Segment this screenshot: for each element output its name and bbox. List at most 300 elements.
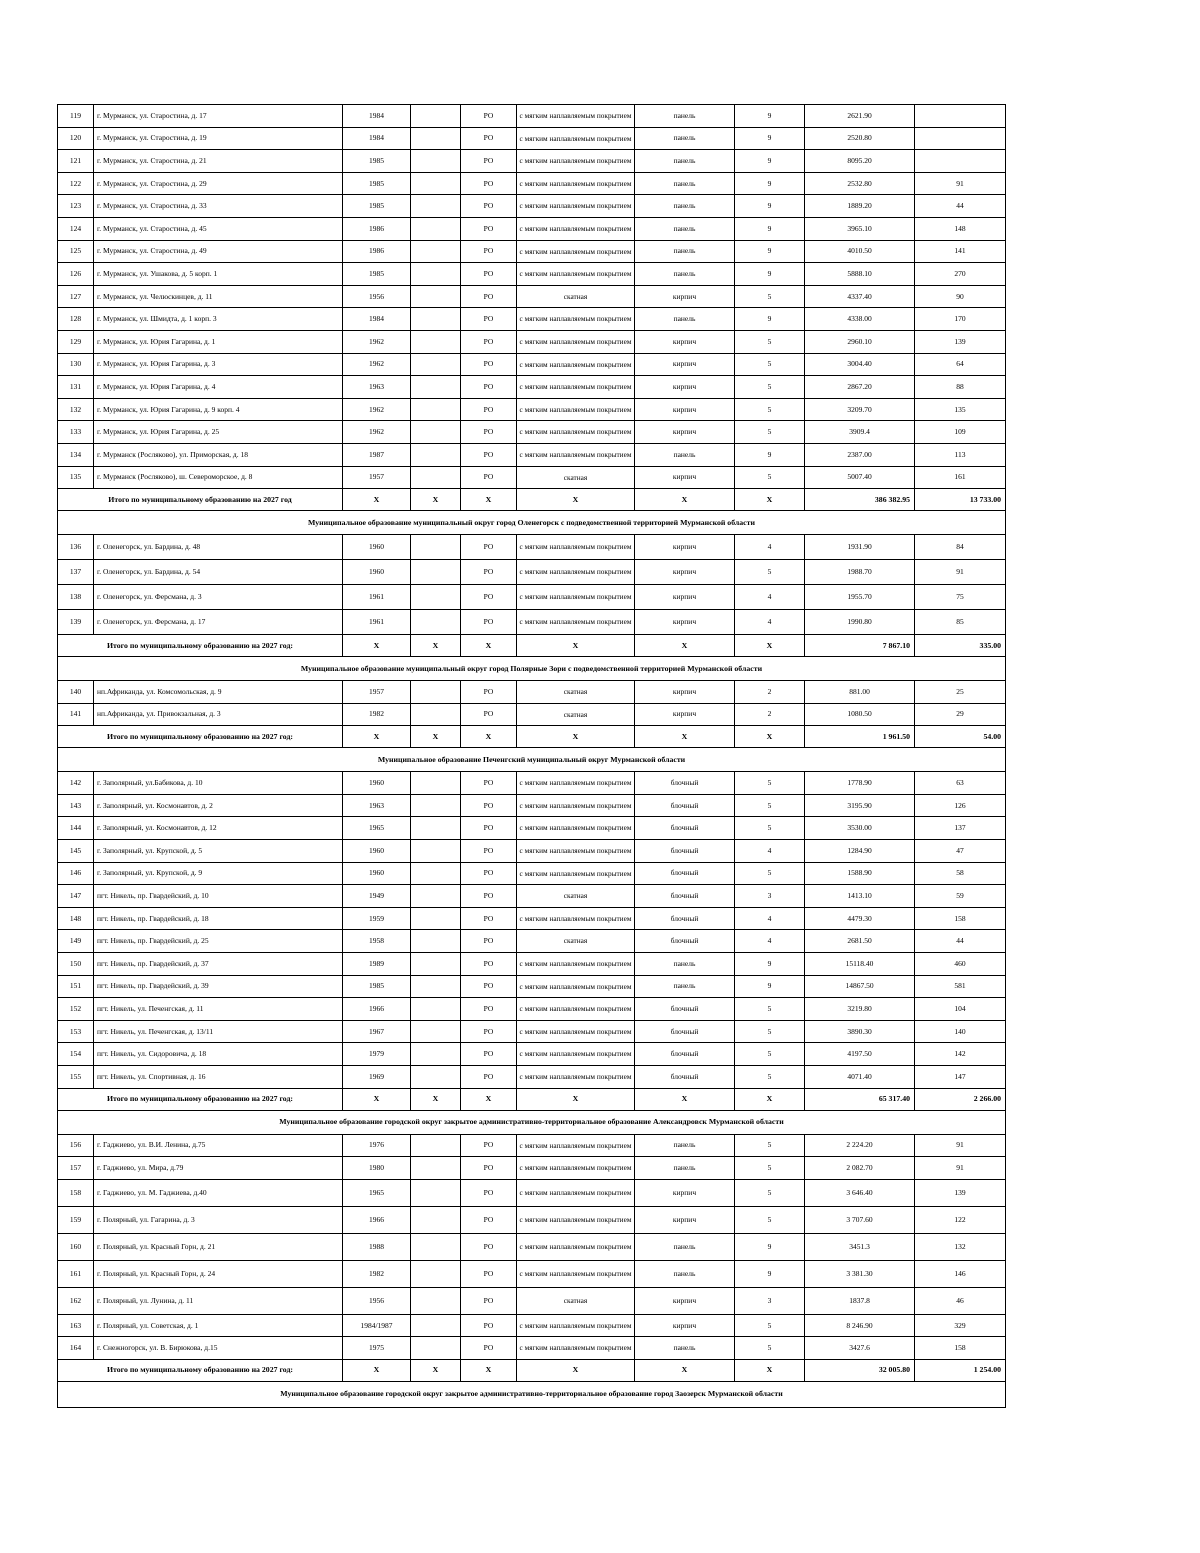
table-row [58,217,1006,240]
year-cell: 1987 [343,443,411,466]
residents-cell: 85 [915,610,1006,635]
address-cell: пгт. Никель, пр. Гвардейский, д. 37 [94,953,343,976]
section-heading: Муниципальное образование городской округ закрытое административно-территориальное образование город Заозерск Мурманской области [58,1381,1006,1407]
wall-material-cell: панель [635,1233,735,1260]
area-cell: 3890.30 [805,1020,915,1043]
area-cell: 2681.50 [805,930,915,953]
table-row [58,376,1006,399]
residents-cell: 113 [915,443,1006,466]
address-cell: г. Мурманск, ул. Старостина, д. 17 [94,105,343,128]
year-cell: 1989 [343,953,411,976]
total-x-mark: Х [461,726,517,748]
total-x-mark: Х [517,1359,635,1381]
table-row [58,1134,1006,1157]
row-number: 131 [58,376,94,399]
empty-cell [411,560,461,585]
total-x-mark: Х [343,1088,411,1110]
residents-cell: 141 [915,240,1006,263]
table-row [58,953,1006,976]
address-cell: нп.Африканда, ул. Комсомольская, д. 9 [94,681,343,704]
empty-cell [411,285,461,308]
table-row [58,398,1006,421]
residents-cell: 142 [915,1043,1006,1066]
residents-cell: 139 [915,1179,1006,1206]
table-row [58,285,1006,308]
wall-material-cell: панель [635,443,735,466]
empty-cell [411,172,461,195]
year-cell: 1960 [343,840,411,863]
area-cell: 8095.20 [805,150,915,173]
floors-cell: 5 [735,1314,805,1337]
program-cell: РО [461,1020,517,1043]
program-cell: РО [461,308,517,331]
residents-cell: 44 [915,930,1006,953]
area-cell: 3219.80 [805,998,915,1021]
year-cell: 1985 [343,263,411,286]
wall-material-cell: панель [635,240,735,263]
residents-cell: 29 [915,703,1006,726]
program-cell: РО [461,975,517,998]
empty-cell [411,998,461,1021]
empty-cell [411,772,461,795]
address-cell: г. Полярный, ул. Красный Горн, д. 24 [94,1260,343,1287]
residents-cell: 135 [915,398,1006,421]
table-row [58,1233,1006,1260]
wall-material-cell: блочный [635,1043,735,1066]
roof-type-cell: скатная [517,930,635,953]
wall-material-cell: панель [635,150,735,173]
floors-cell: 9 [735,1260,805,1287]
wall-material-cell: кирпич [635,1206,735,1233]
floors-cell: 5 [735,1043,805,1066]
residents-cell: 329 [915,1314,1006,1337]
residents-cell: 104 [915,998,1006,1021]
row-number: 128 [58,308,94,331]
table-row [58,930,1006,953]
wall-material-cell: кирпич [635,466,735,489]
wall-material-cell: кирпич [635,353,735,376]
empty-cell [411,1157,461,1180]
row-number: 132 [58,398,94,421]
row-number: 152 [58,998,94,1021]
total-x-mark: Х [411,635,461,657]
total-label: Итого по муниципальному образованию на 2027 год: [58,1088,343,1110]
program-cell: РО [461,953,517,976]
row-number: 138 [58,585,94,610]
empty-cell [411,308,461,331]
table-row [58,263,1006,286]
roof-type-cell: с мягким наплавляемым покрытием [517,1337,635,1360]
wall-material-cell: панель [635,1134,735,1157]
wall-material-cell: блочный [635,907,735,930]
wall-material-cell: панель [635,308,735,331]
floors-cell: 4 [735,907,805,930]
section-heading-row [58,748,1006,772]
wall-material-cell: кирпич [635,330,735,353]
roof-type-cell: с мягким наплавляемым покрытием [517,1206,635,1233]
floors-cell: 5 [735,862,805,885]
total-x-mark: Х [517,726,635,748]
program-cell: РО [461,817,517,840]
total-x-mark: Х [411,1359,461,1381]
address-cell: г. Мурманск, ул. Старостина, д. 33 [94,195,343,218]
residents-cell [915,105,1006,128]
empty-cell [411,195,461,218]
address-cell: г. Полярный, ул. Гагарина, д. 3 [94,1206,343,1233]
address-cell: г. Полярный, ул. Советская, д. 1 [94,1314,343,1337]
program-cell: РО [461,703,517,726]
residents-cell: 170 [915,308,1006,331]
area-cell: 2867.20 [805,376,915,399]
program-cell: РО [461,772,517,795]
residents-cell: 270 [915,263,1006,286]
row-number: 164 [58,1337,94,1360]
wall-material-cell: блочный [635,885,735,908]
total-label: Итого по муниципальному образованию на 2027 год: [58,726,343,748]
year-cell: 1962 [343,353,411,376]
year-cell: 1988 [343,1233,411,1260]
total-x-mark: Х [735,489,805,511]
area-cell: 1778.90 [805,772,915,795]
wall-material-cell: блочный [635,840,735,863]
empty-cell [411,1134,461,1157]
address-cell: г. Гаджиево, ул. М. Гаджиева, д.40 [94,1179,343,1206]
roof-type-cell: с мягким наплавляемым покрытием [517,398,635,421]
address-cell: г. Мурманск, ул. Юрия Гагарина, д. 25 [94,421,343,444]
row-number: 139 [58,610,94,635]
roof-type-cell: с мягким наплавляемым покрытием [517,1233,635,1260]
empty-cell [411,127,461,150]
residents-cell: 148 [915,217,1006,240]
roof-type-cell: скатная [517,885,635,908]
area-cell: 881.00 [805,681,915,704]
roof-type-cell: с мягким наплавляемым покрытием [517,1066,635,1089]
area-cell: 4197.50 [805,1043,915,1066]
wall-material-cell: блочный [635,1066,735,1089]
year-cell: 1984 [343,308,411,331]
floors-cell: 4 [735,535,805,560]
area-cell: 3530.00 [805,817,915,840]
year-cell: 1984/1987 [343,1314,411,1337]
floors-cell: 5 [735,1206,805,1233]
table-row [58,1206,1006,1233]
wall-material-cell: панель [635,217,735,240]
total-x-mark: Х [635,1088,735,1110]
floors-cell: 9 [735,217,805,240]
wall-material-cell: кирпич [635,1179,735,1206]
table-row [58,353,1006,376]
roof-type-cell: скатная [517,1287,635,1314]
wall-material-cell: панель [635,263,735,286]
wall-material-cell: панель [635,127,735,150]
empty-cell [411,610,461,635]
row-number: 141 [58,703,94,726]
total-x-mark: Х [411,489,461,511]
program-cell: РО [461,885,517,908]
row-number: 146 [58,862,94,885]
table-row [58,240,1006,263]
total-x-mark: Х [735,726,805,748]
row-number: 147 [58,885,94,908]
address-cell: пгт. Никель, ул. Печенгская, д. 11 [94,998,343,1021]
roof-type-cell: с мягким наплавляемым покрытием [517,585,635,610]
wall-material-cell: кирпич [635,398,735,421]
total-residents: 1 254.00 [915,1359,1006,1381]
empty-cell [411,535,461,560]
row-number: 151 [58,975,94,998]
residents-cell: 581 [915,975,1006,998]
roof-type-cell: с мягким наплавляемым покрытием [517,217,635,240]
address-cell: г. Заполярный, ул. Крупской, д. 9 [94,862,343,885]
table-row [58,681,1006,704]
row-number: 153 [58,1020,94,1043]
empty-cell [411,150,461,173]
roof-type-cell: с мягким наплавляемым покрытием [517,443,635,466]
empty-cell [411,885,461,908]
address-cell: пгт. Никель, ул. Спортивная, д. 16 [94,1066,343,1089]
roof-type-cell: с мягким наплавляемым покрытием [517,376,635,399]
empty-cell [411,376,461,399]
total-x-mark: Х [635,726,735,748]
roof-type-cell: с мягким наплавляемым покрытием [517,1020,635,1043]
address-cell: г. Мурманск, ул. Ушакова, д. 5 корп. 1 [94,263,343,286]
area-cell: 2621.90 [805,105,915,128]
empty-cell [411,1233,461,1260]
year-cell: 1960 [343,535,411,560]
wall-material-cell: панель [635,1157,735,1180]
roof-type-cell: с мягким наплавляемым покрытием [517,953,635,976]
residents-cell: 91 [915,1157,1006,1180]
floors-cell: 5 [735,1337,805,1360]
table-row [58,535,1006,560]
residents-cell: 146 [915,1260,1006,1287]
table-row [58,1314,1006,1337]
program-cell: РО [461,1134,517,1157]
address-cell: г. Мурманск, ул. Юрия Гагарина, д. 1 [94,330,343,353]
section-heading: Муниципальное образование Печенгский муниципальный округ Мурманской области [58,748,1006,772]
empty-cell [411,703,461,726]
total-row [58,1088,1006,1110]
program-cell: РО [461,998,517,1021]
roof-type-cell: с мягким наплавляемым покрытием [517,195,635,218]
floors-cell: 5 [735,1020,805,1043]
program-cell: РО [461,105,517,128]
total-area: 32 005.80 [805,1359,915,1381]
floors-cell: 5 [735,817,805,840]
floors-cell: 4 [735,610,805,635]
empty-cell [411,398,461,421]
table-row [58,840,1006,863]
program-cell: РО [461,535,517,560]
table-row [58,975,1006,998]
address-cell: г. Заполярный, ул.Бабикова, д. 10 [94,772,343,795]
floors-cell: 5 [735,772,805,795]
total-x-mark: Х [517,1088,635,1110]
program-cell: РО [461,1337,517,1360]
empty-cell [411,1066,461,1089]
row-number: 144 [58,817,94,840]
total-x-mark: Х [411,1088,461,1110]
table-row [58,1337,1006,1360]
residents-cell: 140 [915,1020,1006,1043]
section-heading-row [58,1110,1006,1134]
empty-cell [411,240,461,263]
wall-material-cell: кирпич [635,610,735,635]
residents-cell: 126 [915,794,1006,817]
area-cell: 3195.90 [805,794,915,817]
year-cell: 1985 [343,195,411,218]
program-cell: РО [461,1287,517,1314]
roof-type-cell: с мягким наплавляемым покрытием [517,353,635,376]
residents-cell: 75 [915,585,1006,610]
address-cell: г. Оленегорск, ул. Ферсмана, д. 3 [94,585,343,610]
wall-material-cell: кирпич [635,703,735,726]
year-cell: 1969 [343,1066,411,1089]
total-row [58,726,1006,748]
program-cell: РО [461,1233,517,1260]
row-number: 157 [58,1157,94,1180]
wall-material-cell: кирпич [635,1287,735,1314]
program-cell: РО [461,930,517,953]
residents-cell: 158 [915,1337,1006,1360]
year-cell: 1962 [343,398,411,421]
area-cell: 1889.20 [805,195,915,218]
total-label: Итого по муниципальному образованию на 2027 год [58,489,343,511]
empty-cell [411,1206,461,1233]
empty-cell [411,681,461,704]
table-row [58,560,1006,585]
year-cell: 1960 [343,772,411,795]
address-cell: пгт. Никель, ул. Печенгская, д. 13/11 [94,1020,343,1043]
year-cell: 1984 [343,127,411,150]
floors-cell: 5 [735,285,805,308]
program-cell: РО [461,1260,517,1287]
program-cell: РО [461,610,517,635]
area-cell: 14867.50 [805,975,915,998]
row-number: 121 [58,150,94,173]
table-row [58,1260,1006,1287]
empty-cell [411,421,461,444]
residents-cell: 109 [915,421,1006,444]
roof-type-cell: с мягким наплавляемым покрытием [517,1260,635,1287]
floors-cell: 9 [735,263,805,286]
area-cell: 3451.3 [805,1233,915,1260]
empty-cell [411,263,461,286]
year-cell: 1986 [343,240,411,263]
table-row [58,703,1006,726]
table-row [58,421,1006,444]
total-residents: 13 733.00 [915,489,1006,511]
address-cell: пгт. Никель, пр. Гвардейский, д. 25 [94,930,343,953]
roof-type-cell: с мягким наплавляемым покрытием [517,105,635,128]
year-cell: 1967 [343,1020,411,1043]
area-cell: 3 381.30 [805,1260,915,1287]
table-row [58,794,1006,817]
program-cell: РО [461,681,517,704]
floors-cell: 4 [735,840,805,863]
total-x-mark: Х [461,635,517,657]
program-cell: РО [461,585,517,610]
roof-type-cell: с мягким наплавляемым покрытием [517,1314,635,1337]
table-row [58,817,1006,840]
empty-cell [411,1287,461,1314]
row-number: 154 [58,1043,94,1066]
floors-cell: 3 [735,885,805,908]
floors-cell: 5 [735,330,805,353]
roof-type-cell: с мягким наплавляемым покрытием [517,172,635,195]
row-number: 155 [58,1066,94,1089]
area-cell: 1284.90 [805,840,915,863]
total-row [58,489,1006,511]
residents-cell: 137 [915,817,1006,840]
roof-type-cell: с мягким наплавляемым покрытием [517,421,635,444]
floors-cell: 5 [735,398,805,421]
floors-cell: 9 [735,195,805,218]
total-residents: 54.00 [915,726,1006,748]
floors-cell: 5 [735,1066,805,1089]
table-row [58,998,1006,1021]
floors-cell: 9 [735,127,805,150]
wall-material-cell: блочный [635,998,735,1021]
address-cell: г. Мурманск, ул. Юрия Гагарина, д. 4 [94,376,343,399]
program-cell: РО [461,421,517,444]
total-x-mark: Х [735,635,805,657]
row-number: 162 [58,1287,94,1314]
floors-cell: 5 [735,1157,805,1180]
total-residents: 2 266.00 [915,1088,1006,1110]
roof-type-cell: скатная [517,466,635,489]
roof-type-cell: с мягким наплавляемым покрытием [517,127,635,150]
floors-cell: 5 [735,560,805,585]
program-cell: РО [461,1179,517,1206]
floors-cell: 9 [735,172,805,195]
area-cell: 1588.90 [805,862,915,885]
row-number: 140 [58,681,94,704]
wall-material-cell: кирпич [635,421,735,444]
floors-cell: 4 [735,585,805,610]
area-cell: 2960.10 [805,330,915,353]
roof-type-cell: с мягким наплавляемым покрытием [517,150,635,173]
program-cell: РО [461,240,517,263]
table-row [58,885,1006,908]
address-cell: г. Снежногорск, ул. В. Бирюкова, д.15 [94,1337,343,1360]
program-cell: РО [461,263,517,286]
wall-material-cell: кирпич [635,1314,735,1337]
residents-cell: 25 [915,681,1006,704]
residents-cell: 64 [915,353,1006,376]
program-cell: РО [461,172,517,195]
row-number: 148 [58,907,94,930]
floors-cell: 2 [735,681,805,704]
total-x-mark: Х [343,726,411,748]
total-label: Итого по муниципальному образованию на 2027 год: [58,635,343,657]
floors-cell: 2 [735,703,805,726]
wall-material-cell: кирпич [635,585,735,610]
residents-cell: 90 [915,285,1006,308]
roof-type-cell: с мягким наплавляемым покрытием [517,240,635,263]
section-heading-row [58,511,1006,535]
address-cell: нп.Африканда, ул. Привокзальная, д. 3 [94,703,343,726]
program-cell: РО [461,195,517,218]
table-row [58,1043,1006,1066]
roof-type-cell: с мягким наплавляемым покрытием [517,907,635,930]
year-cell: 1949 [343,885,411,908]
year-cell: 1979 [343,1043,411,1066]
year-cell: 1958 [343,930,411,953]
program-cell: РО [461,443,517,466]
area-cell: 2387.00 [805,443,915,466]
area-cell: 2532.80 [805,172,915,195]
